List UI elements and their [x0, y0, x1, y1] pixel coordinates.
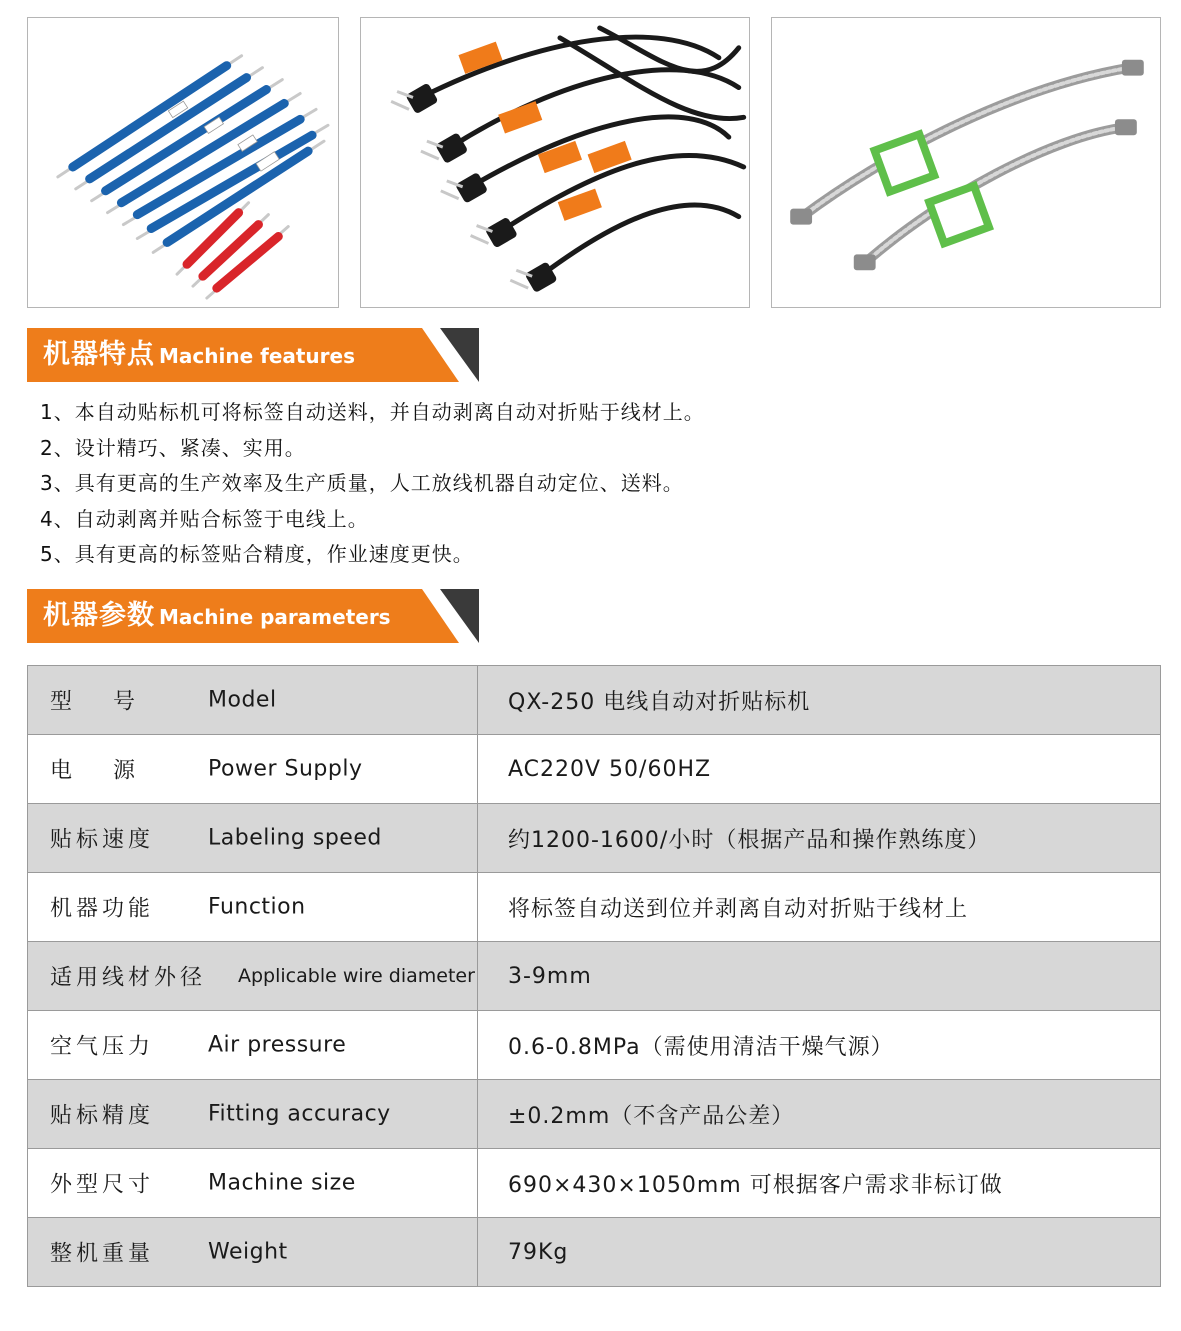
- param-label-zh: 整机重量: [50, 1241, 155, 1267]
- feature-item: 1、本自动贴标机可将标签自动送料，并自动剥离自动对折贴于线材上。: [40, 400, 705, 424]
- param-label-en: Power Supply: [208, 756, 363, 782]
- param-label-zh: 型 号: [50, 689, 139, 715]
- features-title-en: Machine features: [159, 344, 356, 368]
- braided-hose-photo: [771, 17, 1161, 308]
- param-value: 3-9mm: [478, 942, 1161, 1011]
- param-value: QX-250 电线自动对折贴标机: [478, 666, 1161, 735]
- table-row: [28, 942, 1161, 1011]
- features-title-zh: 机器特点: [43, 339, 155, 370]
- param-label-zh: 适用线材外径: [50, 965, 207, 991]
- parameters-title-en: Machine parameters: [159, 605, 391, 629]
- param-value: 0.6-0.8MPa（需使用清洁干燥气源）: [478, 1011, 1161, 1080]
- param-label-zh: 外型尺寸: [50, 1172, 155, 1198]
- feature-item: 3、具有更高的生产效率及生产质量，人工放线机器自动定位、送料。: [40, 471, 684, 495]
- param-label-en: Labeling speed: [208, 825, 382, 851]
- wire-bundle-icon: [28, 18, 338, 307]
- table-row: [28, 1011, 1161, 1080]
- features-list: [40, 395, 705, 573]
- parameters-table: [27, 665, 1161, 1287]
- param-value: ±0.2mm（不含产品公差）: [478, 1080, 1161, 1149]
- param-value: 79Kg: [478, 1218, 1161, 1287]
- table-row: [28, 735, 1161, 804]
- feature-item: 4、自动剥离并贴合标签于电线上。: [40, 506, 369, 531]
- param-label-en: Fitting accuracy: [208, 1101, 391, 1127]
- power-cord-icon: [361, 18, 749, 307]
- param-label-en: Weight: [208, 1239, 288, 1265]
- table-row: [28, 873, 1161, 942]
- feature-item: 5、具有更高的标签贴合精度，作业速度更快。: [40, 542, 474, 566]
- param-label-en: Applicable wire diameter: [238, 965, 475, 987]
- feature-item: 2、设计精巧、紧凑、实用。: [40, 435, 306, 460]
- param-label-zh: 机器功能: [50, 896, 155, 922]
- param-label-zh: 贴标速度: [50, 827, 155, 853]
- param-value: AC220V 50/60HZ: [478, 735, 1161, 804]
- param-label-zh: 电 源: [50, 758, 139, 784]
- table-row: [28, 804, 1161, 873]
- table-row: [28, 666, 1161, 735]
- param-value: 690×430×1050mm 可根据客户需求非标订做: [478, 1149, 1161, 1218]
- braided-hose-icon: [772, 18, 1160, 307]
- param-label-en: Machine size: [208, 1170, 356, 1196]
- param-label-zh: 贴标精度: [50, 1103, 155, 1129]
- table-row: [28, 1080, 1161, 1149]
- parameters-heading: [27, 589, 479, 643]
- table-row: [28, 1149, 1161, 1218]
- param-value: 约1200-1600/小时（根据产品和操作熟练度）: [478, 804, 1161, 873]
- param-value: 将标签自动送到位并剥离自动对折贴于线材上: [478, 873, 1161, 942]
- power-cord-photo: [360, 17, 750, 308]
- table-row: [28, 1218, 1161, 1287]
- param-label-en: Model: [208, 687, 277, 713]
- param-label-en: Function: [208, 894, 306, 920]
- param-label-en: Air pressure: [208, 1032, 347, 1058]
- param-label-zh: 空气压力: [50, 1034, 155, 1060]
- wire-bundle-photo: [27, 17, 339, 308]
- parameters-title-zh: 机器参数: [43, 600, 155, 631]
- features-heading: [27, 328, 479, 382]
